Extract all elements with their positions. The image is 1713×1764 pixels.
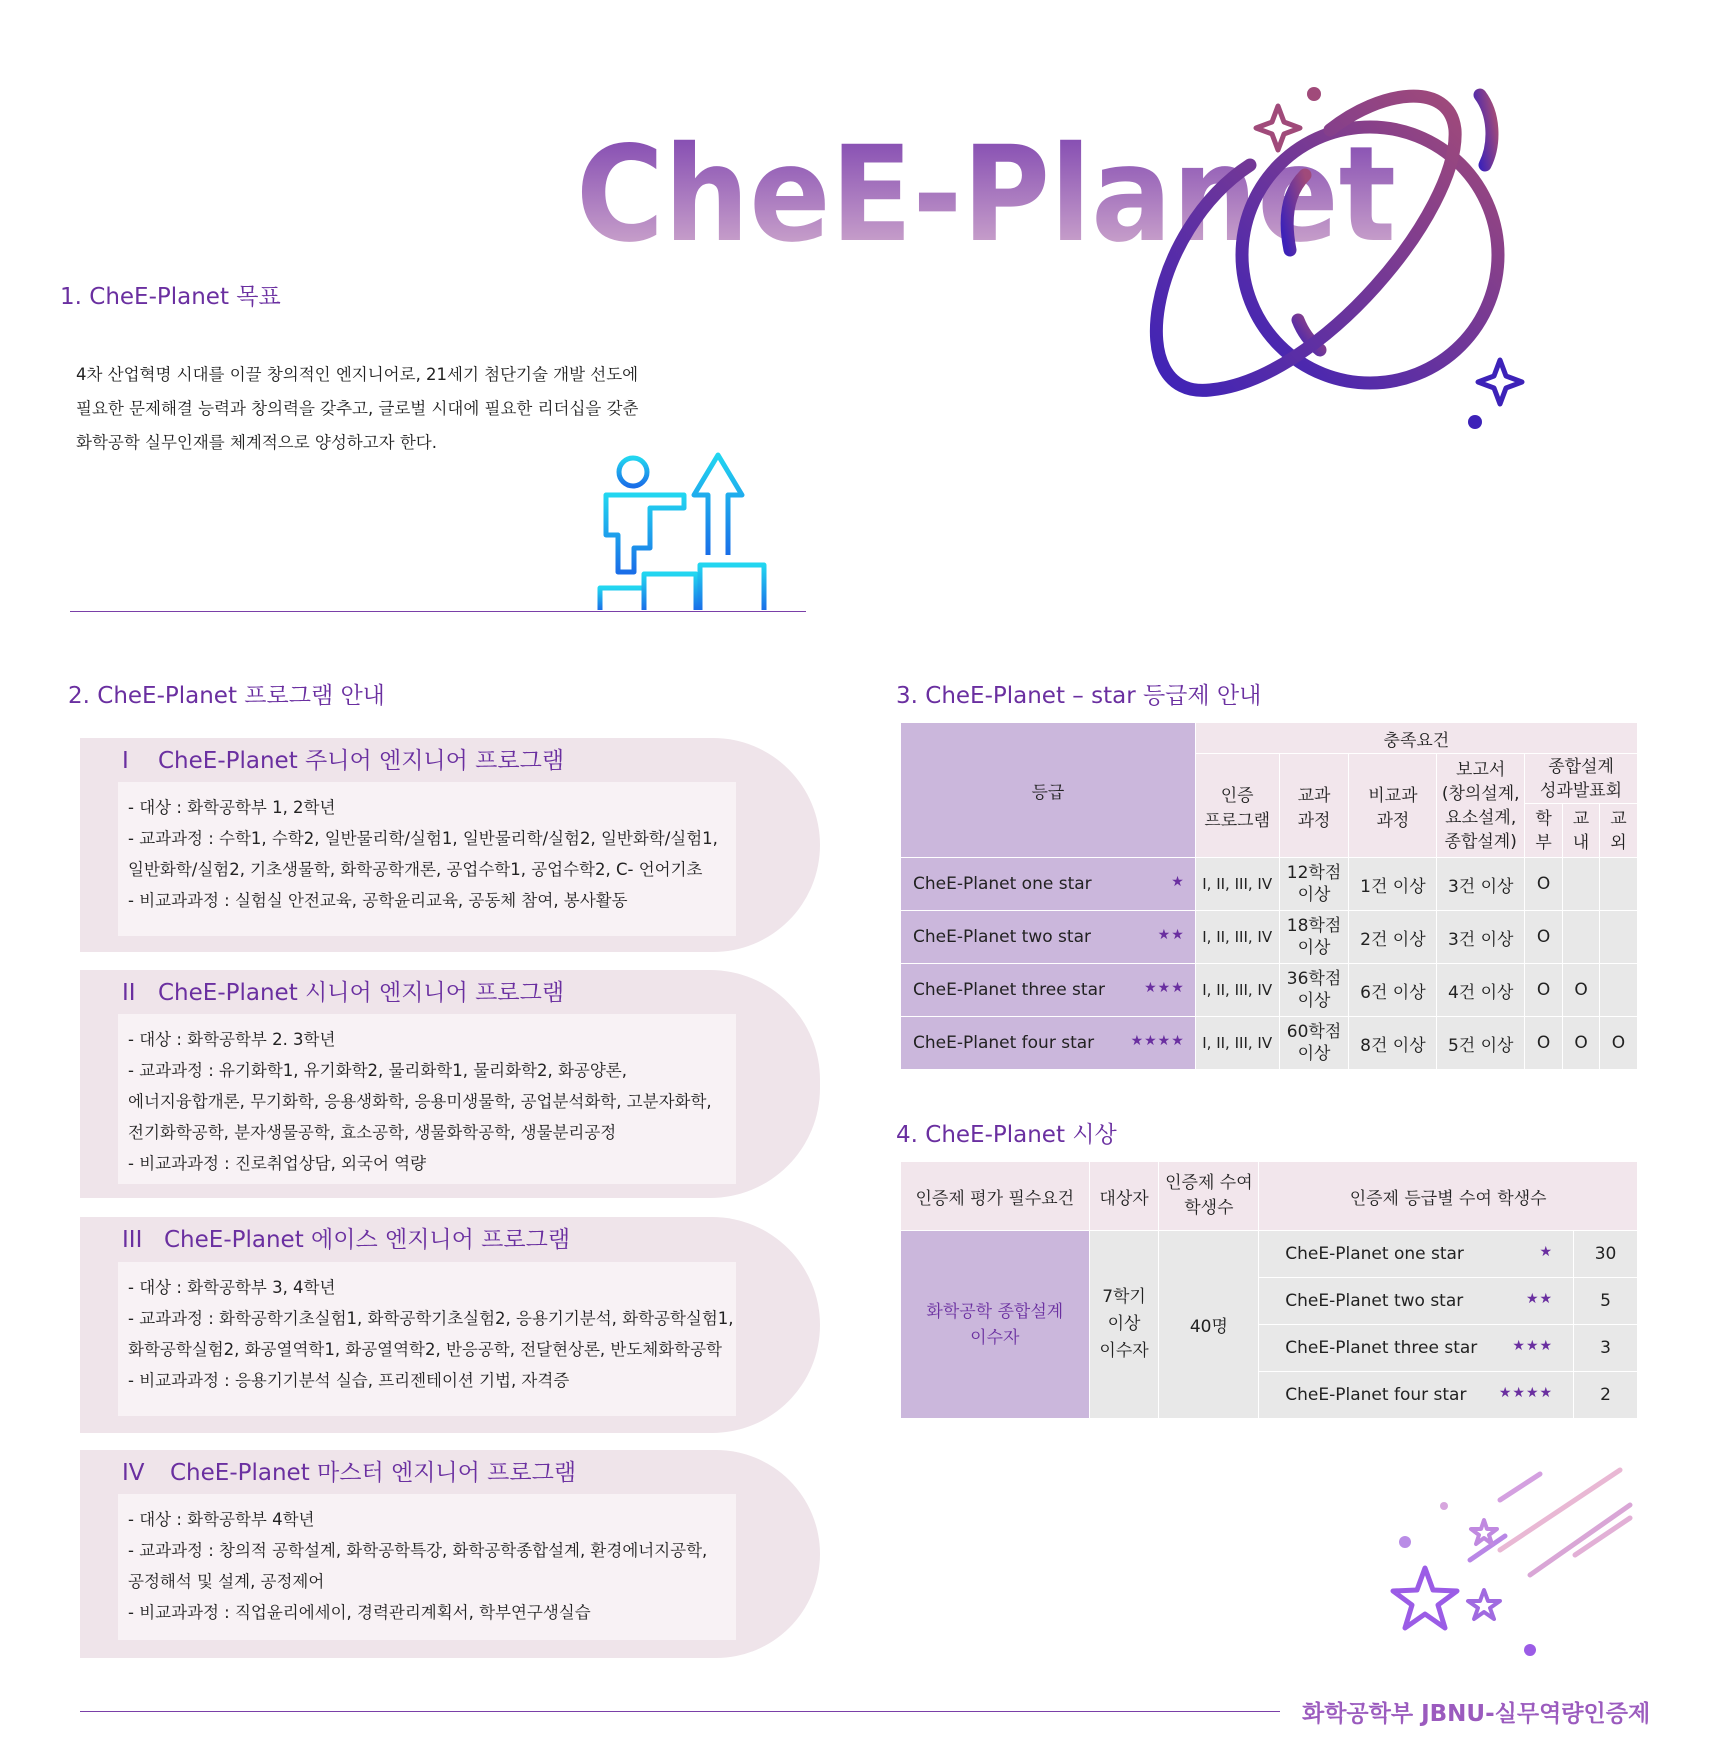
star-icon: ★★★★	[1498, 1385, 1554, 1401]
program-detail-line: - 교과과정 : 유기화학1, 유기화학2, 물리화학1, 물리화학2, 화공양론,	[128, 1061, 627, 1080]
program-detail-line: - 대상 : 화학공학부 3, 4학년	[128, 1278, 336, 1297]
star-icon: ★★★	[1512, 1338, 1554, 1354]
grade-cell	[1259, 1325, 1574, 1372]
grade-cell	[901, 964, 1196, 1017]
header-report: 보고서 (창의설계, 요소설계, 종합설계)	[1437, 754, 1525, 858]
star-icon: ★★★★	[1130, 1033, 1185, 1049]
grade-name: CheE-Planet three star	[1285, 1338, 1478, 1358]
course-cell: 12학점 이상	[1279, 858, 1349, 911]
program-title	[122, 1221, 570, 1254]
program-detail-line: - 교과과정 : 화학공학기초실험1, 화학공학기초실험2, 응용기기분석, 화학공학실험1,	[128, 1309, 734, 1328]
divider	[70, 611, 806, 612]
dept-cell: O	[1525, 1017, 1563, 1070]
students-cell: 5	[1574, 1278, 1638, 1325]
header-course: 교과 과정	[1279, 754, 1349, 858]
star-grade-table	[900, 722, 1638, 1070]
program-detail-line: 공정해석 및 설계, 공정제어	[128, 1572, 325, 1591]
grade-name: CheE-Planet three star	[913, 980, 1105, 1000]
program-detail-line: - 교과과정 : 수학1, 수학2, 일반물리학/실험1, 일반물리학/실험2, 일반화학/실험1,	[128, 829, 718, 848]
header-noncourse: 비교과 과정	[1349, 754, 1437, 858]
program-detail-line: - 비교과과정 : 진로취업상담, 외국어 역량	[128, 1154, 427, 1173]
star-grade-title: 3. CheE-Planet – star 등급제 안내	[896, 683, 1262, 709]
program-details	[118, 782, 736, 936]
grade-cell	[901, 1017, 1196, 1070]
header-inside: 교 내	[1563, 804, 1600, 858]
award-title: 4. CheE-Planet 시상	[896, 1122, 1117, 1148]
noncourse-cell: 6건 이상	[1349, 964, 1437, 1017]
course-cell: 18학점 이상	[1279, 911, 1349, 964]
dept-cell: O	[1525, 964, 1563, 1017]
report-cell: 3건 이상	[1437, 911, 1525, 964]
goal-title: 1. CheE-Planet 목표	[60, 284, 281, 310]
program-number: II	[122, 980, 136, 1006]
header-dept: 학 부	[1525, 804, 1563, 858]
cert-cell: I, II, III, IV	[1195, 964, 1279, 1017]
outside-cell	[1599, 964, 1637, 1017]
program-number: I	[122, 748, 129, 774]
grade-name: CheE-Planet four star	[913, 1033, 1095, 1053]
program-detail-line: - 대상 : 화학공학부 4학년	[128, 1510, 315, 1529]
program-name: CheE-Planet 주니어 엔지니어 프로그램	[158, 748, 565, 774]
noncourse-cell: 1건 이상	[1349, 858, 1437, 911]
grade-cell	[1259, 1372, 1574, 1419]
program-detail-line: 화학공학실험2, 화공열역학1, 화공열역학2, 반응공학, 전달현상론, 반도체화학공학	[128, 1340, 722, 1359]
logo-text: CheE-Planet	[576, 118, 1396, 272]
program-detail-line: - 교과과정 : 창의적 공학설계, 화학공학특강, 화학공학종합설계, 환경에너지공학,	[128, 1541, 708, 1560]
program-details	[118, 1014, 736, 1184]
grade-cell	[1259, 1231, 1574, 1278]
grade-name: CheE-Planet two star	[1285, 1291, 1464, 1311]
header-count: 인증제 수여 학생수	[1159, 1162, 1259, 1231]
goal-description	[76, 358, 676, 460]
target-cell: 7학기 이상 이수자	[1089, 1231, 1159, 1419]
count-cell: 40명	[1159, 1231, 1259, 1419]
course-cell: 60학점 이상	[1279, 1017, 1349, 1070]
program-title	[122, 742, 564, 775]
grade-name: CheE-Planet two star	[913, 927, 1091, 947]
sparkle-icon	[1478, 360, 1522, 404]
growth-steps-icon	[596, 440, 771, 612]
program-detail-line: - 비교과과정 : 응용기기분석 실습, 프리젠테이션 기법, 자격증	[128, 1371, 570, 1390]
cert-cell: I, II, III, IV	[1195, 911, 1279, 964]
outside-cell	[1599, 858, 1637, 911]
grade-cell	[1259, 1278, 1574, 1325]
program-detail-line: - 대상 : 화학공학부 2. 3학년	[128, 1030, 336, 1049]
program-card-senior	[80, 970, 820, 1198]
dot-decor	[1468, 415, 1482, 429]
goal-line: 필요한 문제해결 능력과 창의력을 갖추고, 글로벌 시대에 필요한 리더십을 갖춘	[76, 399, 639, 418]
program-detail-line: - 대상 : 화학공학부 1, 2학년	[128, 798, 336, 817]
header-target: 대상자	[1089, 1162, 1159, 1231]
noncourse-cell: 8건 이상	[1349, 1017, 1437, 1070]
program-card-ace	[80, 1217, 820, 1433]
shooting-stars-icon	[1380, 1460, 1650, 1670]
program-title	[122, 1454, 576, 1487]
program-card-master	[80, 1450, 820, 1658]
students-cell: 2	[1574, 1372, 1638, 1419]
grade-name: CheE-Planet four star	[1285, 1385, 1467, 1405]
outside-cell: O	[1599, 1017, 1637, 1070]
grade-name: CheE-Planet one star	[1285, 1244, 1464, 1264]
cert-cell: I, II, III, IV	[1195, 1017, 1279, 1070]
program-card-junior	[80, 738, 820, 952]
program-number: IV	[122, 1460, 145, 1486]
report-cell: 5건 이상	[1437, 1017, 1525, 1070]
program-detail-line: 일반화학/실험2, 기초생물학, 화학공학개론, 공업수학1, 공업수학2, C- 언어기초	[128, 860, 703, 879]
program-details	[118, 1262, 736, 1416]
header-requirement: 인증제 평가 필수요건	[901, 1162, 1090, 1231]
footer-text: 화학공학부 JBNU-실무역량인증제	[1302, 1701, 1651, 1727]
grade-cell	[901, 911, 1196, 964]
table-row	[901, 911, 1638, 964]
course-cell: 36학점 이상	[1279, 964, 1349, 1017]
star-icon: ★★★	[1144, 980, 1185, 996]
program-details	[118, 1494, 736, 1640]
program-detail-line: - 비교과과정 : 실험실 안전교육, 공학윤리교육, 공동체 참여, 봉사활동	[128, 891, 628, 910]
grade-cell	[901, 858, 1196, 911]
table-row	[901, 1231, 1638, 1278]
program-name: CheE-Planet 시니어 엔지니어 프로그램	[158, 980, 565, 1006]
noncourse-cell: 2건 이상	[1349, 911, 1437, 964]
program-number: III	[122, 1227, 143, 1253]
goal-line: 화학공학 실무인재를 체계적으로 양성하고자 한다.	[76, 433, 437, 452]
report-cell: 3건 이상	[1437, 858, 1525, 911]
dept-cell: O	[1525, 911, 1563, 964]
star-icon: ★	[1539, 1244, 1554, 1260]
report-cell: 4건 이상	[1437, 964, 1525, 1017]
table-row	[901, 1017, 1638, 1070]
table-row	[901, 858, 1638, 911]
programs-title: 2. CheE-Planet 프로그램 안내	[68, 683, 385, 709]
header-outside: 교 외	[1599, 804, 1637, 858]
header-by-grade: 인증제 등급별 수여 학생수	[1259, 1162, 1638, 1231]
inside-cell: O	[1563, 964, 1600, 1017]
header-requirements: 충족요건	[1195, 723, 1637, 754]
star-icon: ★★	[1157, 927, 1185, 943]
hero-logo	[560, 70, 1580, 470]
star-icon: ★★	[1525, 1291, 1554, 1307]
students-cell: 30	[1574, 1231, 1638, 1278]
header-grade: 등급	[901, 723, 1196, 858]
grade-name: CheE-Planet one star	[913, 874, 1092, 894]
program-name: CheE-Planet 마스터 엔지니어 프로그램	[170, 1460, 577, 1486]
goal-line: 4차 산업혁명 시대를 이끌 창의적인 엔지니어로, 21세기 첨단기술 개발 선도에	[76, 365, 639, 384]
program-title	[122, 974, 564, 1007]
star-icon: ★	[1171, 874, 1185, 890]
students-cell: 3	[1574, 1325, 1638, 1372]
award-table	[900, 1161, 1638, 1419]
program-detail-line: - 비교과과정 : 직업윤리에세이, 경력관리계획서, 학부연구생실습	[128, 1603, 591, 1622]
inside-cell	[1563, 858, 1600, 911]
table-row	[901, 964, 1638, 1017]
outside-cell	[1599, 911, 1637, 964]
inside-cell: O	[1563, 1017, 1600, 1070]
inside-cell	[1563, 911, 1600, 964]
cert-cell: I, II, III, IV	[1195, 858, 1279, 911]
requirement-cell: 화학공학 종합설계 이수자	[901, 1231, 1090, 1419]
header-design-presentation: 종합설계 성과발표회	[1525, 754, 1638, 804]
header-cert-program: 인증 프로그램	[1195, 754, 1279, 858]
footer-divider	[80, 1711, 1280, 1712]
program-name: CheE-Planet 에이스 엔지니어 프로그램	[164, 1227, 571, 1253]
program-detail-line: 전기화학공학, 분자생물공학, 효소공학, 생물화학공학, 생물분리공정	[128, 1123, 617, 1142]
program-detail-line: 에너지융합개론, 무기화학, 응용생화학, 응용미생물학, 공업분석화학, 고분자화학,	[128, 1092, 712, 1111]
dot-decor	[1307, 87, 1321, 101]
dept-cell: O	[1525, 858, 1563, 911]
